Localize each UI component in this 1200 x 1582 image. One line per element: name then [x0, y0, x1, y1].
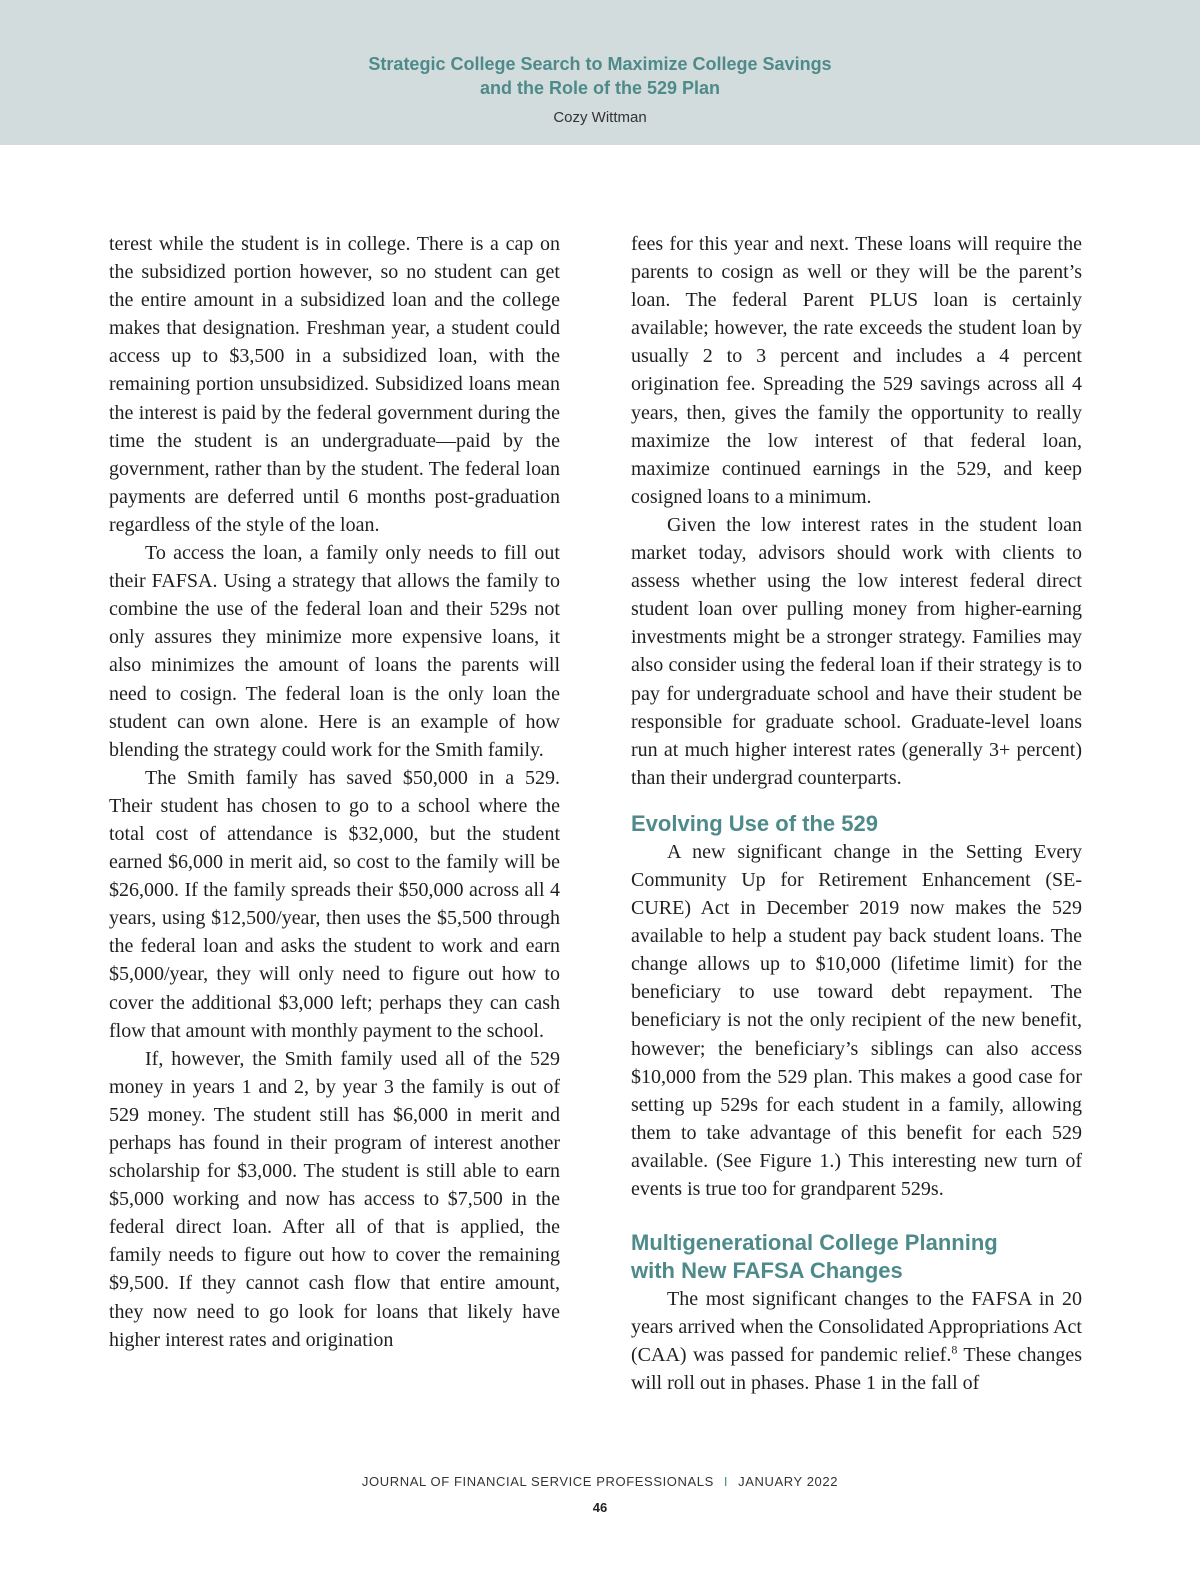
article-author: Cozy Wittman — [553, 109, 647, 126]
issue-date: JANUARY 2022 — [738, 1474, 839, 1489]
left-paragraph-2: To access the loan, a family only needs to fill out their FAFSA. Using a strategy that allows the family to combine the use of the federal loan and their 529s not only assures they minimize more expensive loans, it also minimizes the amount of loans the parents will need to cosign. The federal loan is the only loan the student can own alone. Here is an example of how blending the strategy could work for the Smith family. — [109, 542, 560, 761]
right-paragraph-4-part-2: These changes will roll out in phases. Phase 1 in the fall of — [631, 1344, 1082, 1395]
section-heading-multigenerational-line-2: with New FAFSA Changes — [631, 1258, 903, 1284]
right-paragraph-4-part-1: The most significant changes to the FAFSA in 20 years arrived when the Consolidated Appropriations Act (CAA) was passed for pandemic relief. — [631, 1288, 1082, 1367]
running-footer — [0, 1474, 1200, 1489]
right-paragraph-3: A new significant change in the Setting Every Community Up for Retirement Enhancement (SECURE) Act in December 2019 now makes the 529 available to help a student pay back student loans. The change allows up to $10,000 (lifetime limit) for the beneficiary to use toward debt repayment. The beneficiary is not the only recipient of the new benefit, however; the beneficiary’s siblings can also access $10,000 from the 529 plan. This makes a good case for setting up 529s for each student in a family, allowing them to take advantage of this benefit for each 529 available. (See Figure 1.) This interesting new turn of events is true too for grandparent 529s. — [631, 840, 1082, 1200]
right-paragraph-4 — [631, 1285, 1082, 1397]
article-header — [0, 0, 1200, 145]
section-heading-evolving-use: Evolving Use of the 529 — [631, 810, 878, 836]
left-paragraph-4: If, however, the Smith family used all of the 529 money in years 1 and 2, by year 3 the family is out of 529 money. The student still has $6,000 in merit and perhaps has found in their program of interest another scholarship for $3,000. The student is still able to earn $5,000 working and now has access to $7,500 in the federal direct loan. After all of that is applied, the family needs to figure out how to cover the remaining $9,500. If they cannot cash flow that entire amount, they now need to go look for loans that likely have higher interest rates and origination — [109, 1047, 560, 1351]
right-column — [631, 230, 1082, 1397]
left-column — [109, 230, 560, 1354]
article-title — [0, 52, 1200, 100]
left-paragraph-1: terest while the student is in college. There is a cap on the subsidized portion however, so no student can get the entire amount in a subsidized loan and the college makes that designation. Freshman year, a student could access up to $3,500 in a subsidized loan, with the remaining portion unsubsidized. Subsidized loans mean the interest is paid by the federal government during the time the student is an undergraduate—paid by the government, rather than by the student. The federal loan payments are deferred until 6 months post-graduation regardless of the style of the loan. — [109, 233, 560, 536]
article-title-line-2: and the Role of the 529 Plan — [479, 78, 721, 98]
footnote-marker: 8 — [951, 1342, 958, 1357]
footer-separator: I — [723, 1474, 729, 1489]
article-title-line-1: Strategic College Search to Maximize College Savings — [368, 54, 832, 74]
page-number: 46 — [592, 1500, 608, 1515]
section-heading-multigenerational — [631, 1229, 1082, 1285]
section-heading-multigenerational-line-1: Multigenerational College Planning — [631, 1230, 998, 1256]
journal-name: JOURNAL OF FINANCIAL SERVICE PROFESSIONALS — [361, 1474, 714, 1489]
right-paragraph-1: fees for this year and next. These loans will require the parents to cosign as well or they will be the parent’s loan. The federal Parent PLUS loan is certainly available; however, the rate exceeds the student loan by usually 2 to 3 percent and includes a 4 percent origination fee. Spreading the 529 savings across all 4 years, then, gives the family the opportunity to really maximize the low interest of that federal loan, maximize continued earnings in the 529, and keep cosigned loans to a minimum. — [631, 233, 1082, 508]
left-paragraph-3: The Smith family has saved $50,000 in a 529. Their student has chosen to go to a school where the total cost of attendance is $32,000, but the student earned $6,000 in merit aid, so cost to the family will be $26,000. If the family spreads their $50,000 across all 4 years, using $12,500/year, then uses the $5,500 through the federal loan and asks the student to work and earn $5,000/year, they will only need to figure out how to cover the additional $3,000 left; perhaps they can cash flow that amount with monthly payment to the school. — [109, 766, 560, 1042]
right-paragraph-2: Given the low interest rates in the student loan market today, advisors should work with clients to assess whether using the low interest federal direct student loan over pulling money from higher-earning investments might be a stronger strategy. Families may also consider using the federal loan if their strategy is to pay for undergraduate school and have their student be responsible for graduate school. Graduate-level loans run at much higher interest rates (generally 3+ percent) than their undergrad counterparts. — [631, 513, 1082, 789]
